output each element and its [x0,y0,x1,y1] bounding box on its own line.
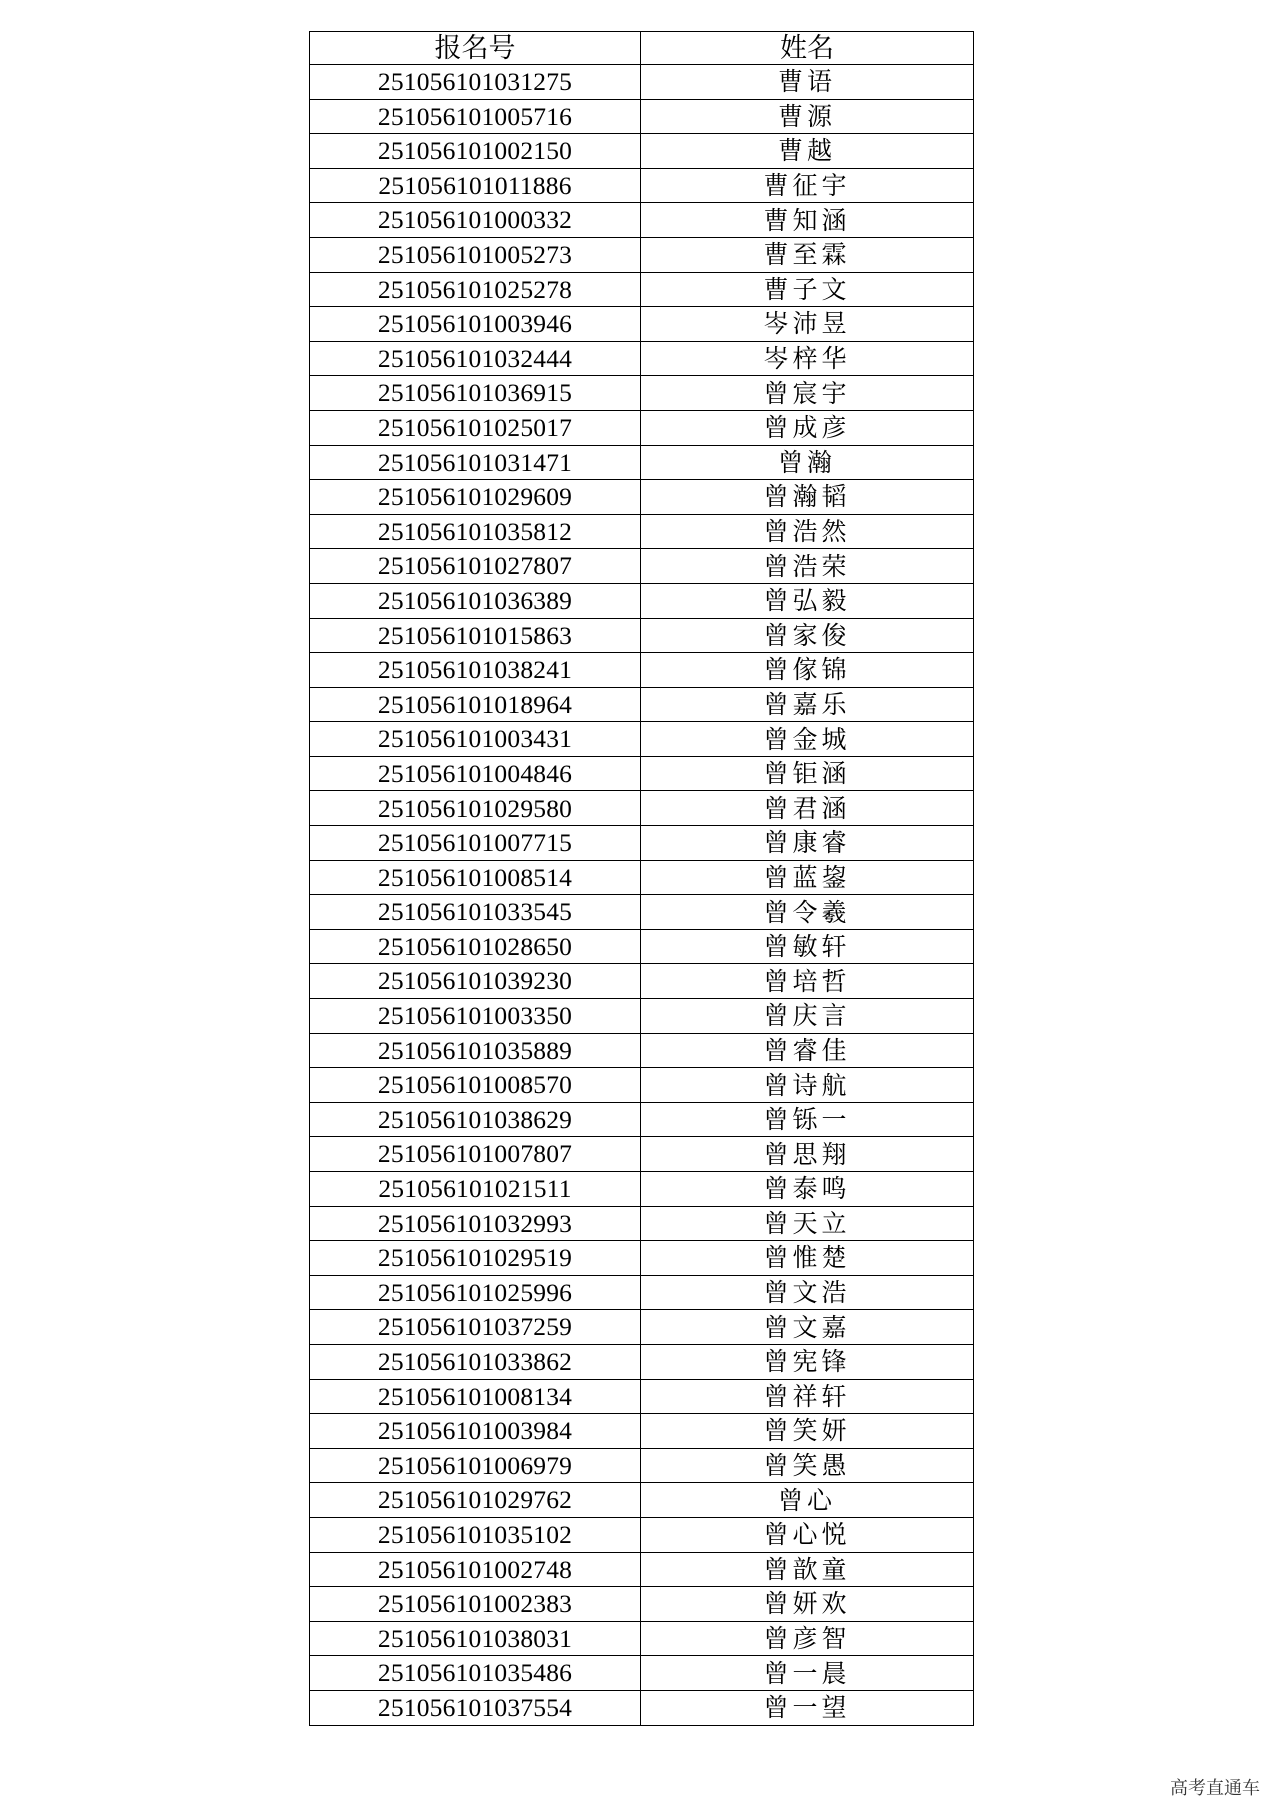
table-row [310,168,974,203]
registration-number-cell: 251056101031471 [310,445,641,480]
table-row [310,549,974,584]
table-row [310,376,974,411]
registration-number-cell: 251056101035812 [310,514,641,549]
table-row [310,1172,974,1207]
table-row [310,134,974,169]
registration-number-cell: 251056101002748 [310,1552,641,1587]
student-name-cell: 曾成彦 [641,410,974,445]
table-row [310,307,974,342]
student-name-cell: 曾宸宇 [641,376,974,411]
registration-number-cell: 251056101035889 [310,1033,641,1068]
table-row [310,1137,974,1172]
student-name-cell: 曾敏轩 [641,929,974,964]
student-name-cell: 岑沛昱 [641,307,974,342]
student-name-cell: 曾文嘉 [641,1310,974,1345]
table-row [310,1621,974,1656]
registration-number-cell: 251056101029609 [310,480,641,515]
registration-number-cell: 251056101018964 [310,687,641,722]
registration-number-cell: 251056101000332 [310,203,641,238]
document-page [309,31,973,1726]
table-row [310,1068,974,1103]
registration-number-cell: 251056101002150 [310,134,641,169]
table-row [310,1241,974,1276]
registration-number-cell: 251056101021511 [310,1172,641,1207]
student-name-cell: 曾睿佳 [641,1033,974,1068]
registration-number-cell: 251056101005273 [310,237,641,272]
registration-number-cell: 251056101032993 [310,1206,641,1241]
table-row [310,1206,974,1241]
registration-number-cell: 251056101038629 [310,1102,641,1137]
table-row [310,99,974,134]
student-name-cell: 曹越 [641,134,974,169]
registration-number-cell: 251056101029519 [310,1241,641,1276]
table-row [310,1690,974,1725]
table-row [310,1517,974,1552]
registration-number-cell: 251056101036389 [310,583,641,618]
table-row [310,1483,974,1518]
registration-number-cell: 251056101008514 [310,860,641,895]
student-name-cell: 曾金城 [641,722,974,757]
table-body [310,65,974,1726]
table-row [310,1552,974,1587]
registration-number-cell: 251056101025278 [310,272,641,307]
table-row [310,1310,974,1345]
registration-number-cell: 251056101005716 [310,99,641,134]
table-row [310,791,974,826]
registration-number-cell: 251056101039230 [310,964,641,999]
registration-number-cell: 251056101037554 [310,1690,641,1725]
student-name-cell: 曾钜涵 [641,756,974,791]
student-name-cell: 曾一望 [641,1690,974,1725]
table-row [310,237,974,272]
table-row [310,341,974,376]
table-row [310,1448,974,1483]
registration-number-cell: 251056101035486 [310,1656,641,1691]
registration-number-cell: 251056101011886 [310,168,641,203]
table-row [310,964,974,999]
registration-number-cell: 251056101025996 [310,1275,641,1310]
registration-number-cell: 251056101037259 [310,1310,641,1345]
student-name-cell: 曹语 [641,65,974,100]
student-name-cell: 曹知涵 [641,203,974,238]
student-name-cell: 曾君涵 [641,791,974,826]
table-row [310,1587,974,1622]
table-row [310,1102,974,1137]
table-row [310,272,974,307]
registration-number-cell: 251056101029762 [310,1483,641,1518]
student-name-cell: 曹源 [641,99,974,134]
student-name-cell: 曾笑愚 [641,1448,974,1483]
student-name-cell: 曾思翔 [641,1137,974,1172]
table-row [310,653,974,688]
table-row [310,480,974,515]
student-name-cell: 曾文浩 [641,1275,974,1310]
table-row [310,1414,974,1449]
registration-number-cell: 251056101008570 [310,1068,641,1103]
watermark-text: 高考直通车 [1170,1778,1260,1799]
registration-number-cell: 251056101029580 [310,791,641,826]
table-row [310,1033,974,1068]
student-name-cell: 曹至霖 [641,237,974,272]
registration-number-cell: 251056101033862 [310,1344,641,1379]
student-name-cell: 曾瀚 [641,445,974,480]
student-name-cell: 曾歆童 [641,1552,974,1587]
registration-number-cell: 251056101028650 [310,929,641,964]
student-name-cell: 曾诗航 [641,1068,974,1103]
student-name-cell: 曾笑妍 [641,1414,974,1449]
student-name-cell: 曾培哲 [641,964,974,999]
registration-number-cell: 251056101035102 [310,1517,641,1552]
header-row [310,32,974,65]
registration-number-cell: 251056101004846 [310,756,641,791]
student-name-cell: 曾家俊 [641,618,974,653]
registration-number-cell: 251056101036915 [310,376,641,411]
student-name-cell: 曾彦智 [641,1621,974,1656]
table-row [310,722,974,757]
registration-number-cell: 251056101007807 [310,1137,641,1172]
student-name-cell: 曾康睿 [641,826,974,861]
student-name-cell: 曾宪锋 [641,1344,974,1379]
student-name-cell: 曾惟楚 [641,1241,974,1276]
roster-table [309,31,974,1726]
table-row [310,1379,974,1414]
registration-number-cell: 251056101003984 [310,1414,641,1449]
registration-number-cell: 251056101003946 [310,307,641,342]
table-row [310,687,974,722]
student-name-cell: 曾浩荣 [641,549,974,584]
student-name-cell: 曾一晨 [641,1656,974,1691]
registration-number-cell: 251056101038241 [310,653,641,688]
student-name-cell: 曾嘉乐 [641,687,974,722]
header-name: 姓名 [641,32,974,65]
student-name-cell: 曾心悦 [641,1517,974,1552]
student-name-cell: 曾天立 [641,1206,974,1241]
student-name-cell: 曾心 [641,1483,974,1518]
registration-number-cell: 251056101003431 [310,722,641,757]
table-row [310,756,974,791]
table-row [310,410,974,445]
registration-number-cell: 251056101007715 [310,826,641,861]
student-name-cell: 曾瀚韬 [641,480,974,515]
table-row [310,895,974,930]
table-row [310,1344,974,1379]
student-name-cell: 曾祥轩 [641,1379,974,1414]
table-row [310,583,974,618]
student-name-cell: 曾傢锦 [641,653,974,688]
registration-number-cell: 251056101002383 [310,1587,641,1622]
table-row [310,1275,974,1310]
registration-number-cell: 251056101003350 [310,999,641,1034]
student-name-cell: 曹子文 [641,272,974,307]
table-row [310,65,974,100]
registration-number-cell: 251056101031275 [310,65,641,100]
registration-number-cell: 251056101032444 [310,341,641,376]
student-name-cell: 岑梓华 [641,341,974,376]
table-row [310,514,974,549]
table-row [310,929,974,964]
student-name-cell: 曾令羲 [641,895,974,930]
table-row [310,445,974,480]
registration-number-cell: 251056101033545 [310,895,641,930]
student-name-cell: 曾弘毅 [641,583,974,618]
registration-number-cell: 251056101008134 [310,1379,641,1414]
student-name-cell: 曾浩然 [641,514,974,549]
student-name-cell: 曾泰鸣 [641,1172,974,1207]
table-row [310,618,974,653]
table-row [310,1656,974,1691]
table-row [310,999,974,1034]
registration-number-cell: 251056101027807 [310,549,641,584]
table-row [310,860,974,895]
table-row [310,203,974,238]
student-name-cell: 曾蓝鋆 [641,860,974,895]
student-name-cell: 曾庆言 [641,999,974,1034]
header-id: 报名号 [310,32,641,65]
registration-number-cell: 251056101038031 [310,1621,641,1656]
table-row [310,826,974,861]
registration-number-cell: 251056101015863 [310,618,641,653]
registration-number-cell: 251056101025017 [310,410,641,445]
registration-number-cell: 251056101006979 [310,1448,641,1483]
student-name-cell: 曾铄一 [641,1102,974,1137]
student-name-cell: 曹征宇 [641,168,974,203]
student-name-cell: 曾妍欢 [641,1587,974,1622]
